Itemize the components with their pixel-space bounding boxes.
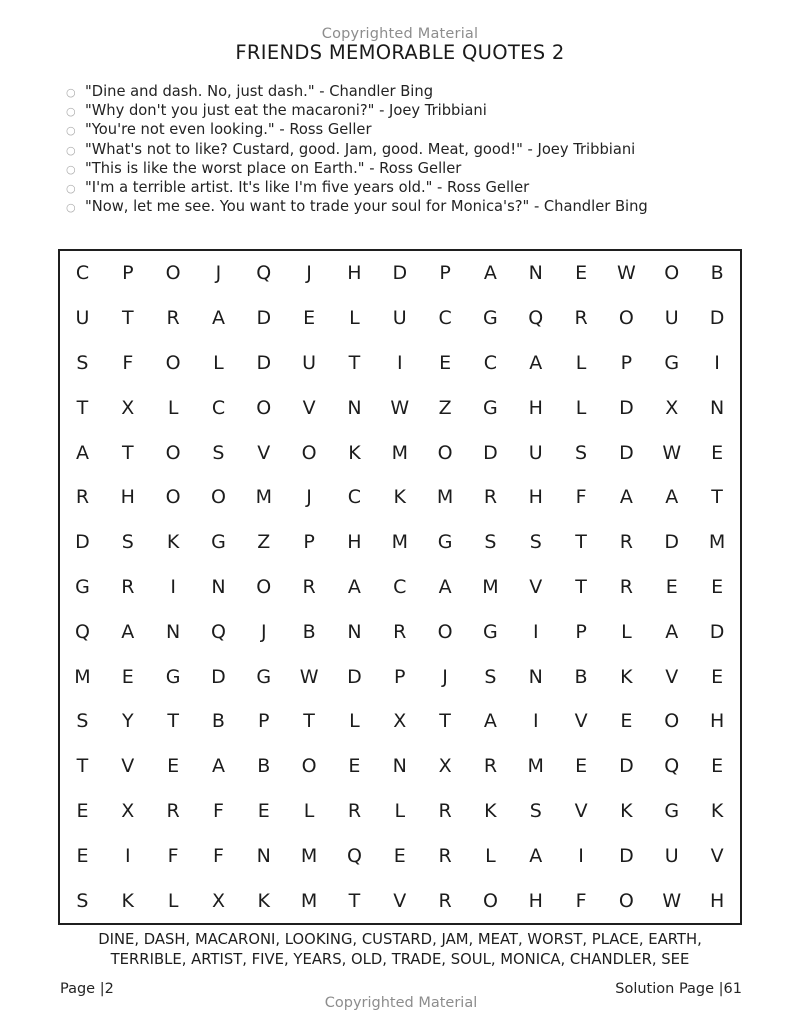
grid-cell[interactable]: V — [710, 844, 724, 867]
top-copyright-watermark: Copyrighted Material — [321, 26, 479, 42]
grid-cell[interactable]: V — [574, 799, 588, 822]
grid-cell[interactable]: M — [255, 486, 273, 509]
grid-cell[interactable]: U — [664, 307, 680, 330]
grid-cell[interactable]: R — [483, 486, 498, 509]
word-bank-line-1: DINE, DASH, MACARONI, LOOKING, CUSTARD, JAM, MEAT, WORST, PLACE, EARTH, — [98, 931, 702, 948]
grid-cell[interactable]: O — [256, 396, 272, 419]
grid-cell[interactable]: U — [392, 307, 408, 330]
grid-cell[interactable]: J — [260, 620, 267, 643]
grid-cell[interactable]: D — [619, 441, 635, 464]
grid-cell[interactable]: G — [256, 665, 272, 688]
grid-cell[interactable]: X — [121, 799, 135, 822]
bottom-copyright-watermark: Copyrighted Material — [324, 995, 478, 1011]
grid-cell[interactable]: L — [621, 620, 633, 643]
grid-cell[interactable]: B — [257, 755, 271, 778]
grid-cell[interactable]: D — [256, 351, 272, 374]
grid-cell[interactable]: M — [391, 531, 409, 554]
grid-cell[interactable]: G — [483, 396, 499, 419]
grid-cell[interactable]: R — [619, 575, 634, 598]
grid-cell[interactable]: L — [485, 844, 497, 867]
word-bank — [50, 930, 750, 969]
grid-cell[interactable]: E — [711, 665, 724, 688]
grid-cell[interactable]: M — [391, 441, 409, 464]
grid-cell[interactable]: M — [527, 755, 545, 778]
grid-cell[interactable]: R — [438, 844, 453, 867]
grid-cell[interactable]: Q — [528, 307, 544, 330]
grid-cell[interactable]: O — [664, 262, 680, 285]
grid-cell[interactable]: A — [619, 486, 634, 509]
grid-cell[interactable]: P — [439, 262, 452, 285]
grid-cell[interactable]: K — [393, 486, 407, 509]
grid-cell[interactable]: E — [257, 799, 271, 822]
grid-cell[interactable]: H — [528, 889, 544, 912]
grid-cell[interactable]: A — [211, 755, 226, 778]
grid-cell[interactable]: F — [212, 799, 225, 822]
grid-row — [60, 609, 740, 654]
grid-cell[interactable]: M — [300, 844, 318, 867]
grid-cell[interactable]: D — [664, 531, 680, 554]
grid-cell[interactable]: B — [211, 710, 226, 733]
grid-row — [60, 744, 740, 789]
grid-cell[interactable]: R — [438, 799, 453, 822]
grid-cell[interactable]: V — [121, 755, 135, 778]
grid-cell[interactable]: G — [483, 307, 499, 330]
grid-cell[interactable]: A — [211, 307, 226, 330]
grid-cell[interactable]: N — [347, 620, 362, 643]
grid-cell[interactable]: T — [575, 575, 588, 598]
grid-cell[interactable]: Z — [257, 531, 271, 554]
grid-cell[interactable]: G — [664, 799, 680, 822]
grid-cell[interactable]: R — [75, 486, 90, 509]
grid-cell[interactable]: S — [575, 441, 588, 464]
grid-cell[interactable]: H — [528, 396, 544, 419]
grid-cell[interactable]: L — [167, 889, 179, 912]
grid-cell[interactable]: V — [302, 396, 316, 419]
circle-outline-bullet-icon: ○ — [66, 86, 76, 99]
grid-row — [60, 251, 740, 296]
grid-cell[interactable]: G — [165, 665, 181, 688]
grid-cell[interactable]: G — [437, 531, 453, 554]
grid-cell[interactable]: D — [709, 307, 725, 330]
grid-cell[interactable]: P — [303, 531, 316, 554]
grid-cell[interactable]: L — [575, 396, 587, 419]
grid-cell[interactable]: W — [662, 441, 682, 464]
grid-cell[interactable]: S — [76, 351, 89, 374]
grid-cell[interactable]: S — [529, 531, 543, 554]
grid-cell[interactable]: V — [393, 889, 407, 912]
grid-row — [60, 385, 740, 430]
grid-cell[interactable]: D — [619, 755, 635, 778]
grid-cell[interactable]: T — [121, 441, 134, 464]
grid-cell[interactable]: S — [76, 710, 89, 733]
clue-item — [66, 142, 766, 160]
grid-cell[interactable]: P — [258, 710, 270, 733]
grid-cell[interactable]: R — [166, 799, 181, 822]
grid-cell[interactable]: U — [664, 844, 680, 867]
grid-cell[interactable]: A — [529, 351, 543, 374]
circle-outline-bullet-icon: ○ — [66, 181, 76, 195]
grid-cell[interactable]: R — [393, 620, 407, 643]
grid-cell[interactable]: H — [347, 262, 362, 285]
grid-cell[interactable]: A — [438, 575, 452, 598]
grid-cell[interactable]: R — [121, 575, 135, 598]
clue-text: "This is like the worst place on Earth." - Ross Geller — [85, 159, 462, 177]
grid-cell[interactable]: C — [438, 307, 453, 330]
grid-cell[interactable]: G — [664, 351, 680, 374]
grid-cell[interactable]: O — [210, 486, 227, 509]
grid-cell[interactable]: D — [709, 620, 725, 643]
grid-cell[interactable]: T — [575, 531, 588, 554]
grid-cell[interactable]: I — [396, 351, 403, 374]
grid-cell[interactable]: D — [483, 441, 499, 464]
clue-item — [66, 103, 766, 121]
grid-cell[interactable]: R — [302, 575, 317, 598]
grid-cell[interactable]: O — [618, 889, 635, 912]
grid-cell[interactable]: C — [75, 262, 90, 285]
grid-cell[interactable]: D — [619, 396, 635, 419]
grid-cell[interactable]: N — [392, 755, 408, 778]
grid-cell[interactable]: G — [211, 531, 227, 554]
grid-cell[interactable]: S — [121, 531, 135, 554]
grid-cell[interactable]: M — [482, 575, 500, 598]
grid-cell[interactable]: O — [301, 441, 317, 464]
grid-cell[interactable]: E — [393, 844, 407, 867]
clue-text: "Why don't you just eat the macaroni?" - Joey Tribbiani — [85, 102, 487, 120]
clue-item — [66, 122, 766, 140]
grid-cell[interactable]: J — [306, 262, 313, 285]
grid-cell[interactable]: L — [349, 307, 361, 330]
grid-cell[interactable]: E — [665, 575, 679, 598]
grid-cell[interactable]: O — [618, 307, 635, 330]
grid-cell[interactable]: X — [121, 396, 135, 419]
grid-cell[interactable]: X — [393, 710, 407, 733]
grid-cell[interactable]: M — [300, 889, 318, 912]
grid-cell[interactable]: Z — [438, 396, 452, 419]
grid-body — [60, 251, 740, 923]
grid-row — [60, 699, 740, 744]
grid-cell[interactable]: V — [529, 575, 543, 598]
grid-cell[interactable]: A — [665, 620, 679, 643]
grid-cell[interactable]: D — [347, 665, 363, 688]
grid-cell[interactable]: H — [709, 710, 725, 733]
grid-cell[interactable]: P — [575, 620, 588, 643]
grid-cell[interactable]: W — [617, 262, 637, 285]
grid-cell[interactable]: I — [532, 710, 539, 733]
grid-cell[interactable]: S — [484, 531, 497, 554]
grid-cell[interactable]: T — [348, 889, 361, 912]
grid-row — [60, 296, 740, 341]
grid-cell[interactable]: F — [122, 351, 134, 374]
grid-cell[interactable]: J — [442, 665, 449, 688]
grid-cell[interactable]: K — [348, 441, 362, 464]
grid-cell[interactable]: Q — [256, 262, 272, 285]
circle-outline-bullet-icon: ○ — [66, 105, 76, 119]
grid-cell[interactable]: O — [437, 620, 453, 643]
grid-cell[interactable]: V — [574, 710, 588, 733]
grid-cell[interactable]: U — [75, 307, 90, 330]
grid-cell[interactable]: R — [619, 531, 634, 554]
grid-cell[interactable]: P — [394, 665, 406, 688]
grid-cell[interactable]: X — [211, 889, 226, 912]
grid-row — [60, 341, 740, 386]
clue-text: "You're not even looking." - Ross Geller — [85, 121, 372, 139]
clue-text: "Now, let me see. You want to trade your soul for Monica's?" - Chandler Bing — [85, 198, 648, 216]
grid-cell[interactable]: K — [620, 665, 634, 688]
grid-cell[interactable]: Q — [74, 620, 91, 643]
grid-cell[interactable]: S — [529, 799, 543, 822]
grid-cell[interactable]: W — [390, 396, 410, 419]
grid-cell[interactable]: O — [165, 262, 181, 285]
grid-cell[interactable]: V — [665, 665, 679, 688]
grid-cell[interactable]: E — [439, 351, 452, 374]
grid-cell[interactable]: F — [575, 889, 587, 912]
grid-row — [60, 430, 740, 475]
grid-cell[interactable]: U — [528, 441, 544, 464]
grid-cell[interactable]: E — [348, 755, 361, 778]
grid-cell[interactable]: G — [483, 620, 499, 643]
grid-cell[interactable]: C — [393, 575, 407, 598]
grid-cell[interactable]: B — [574, 665, 588, 688]
grid-table — [60, 251, 740, 923]
grid-cell[interactable]: K — [121, 889, 135, 912]
grid-cell[interactable]: D — [619, 844, 635, 867]
grid-cell[interactable]: O — [165, 351, 181, 374]
word-search-grid[interactable] — [58, 249, 742, 925]
grid-cell[interactable]: T — [76, 396, 89, 419]
clue-text: "Dine and dash. No, just dash." - Chandler Bing — [85, 83, 434, 100]
grid-cell[interactable]: O — [482, 889, 499, 912]
grid-cell[interactable]: K — [620, 799, 634, 822]
grid-cell[interactable]: D — [392, 262, 408, 285]
grid-cell[interactable]: O — [437, 441, 453, 464]
grid-cell[interactable]: W — [662, 889, 682, 912]
grid-cell[interactable]: M — [436, 486, 454, 509]
grid-cell[interactable]: A — [665, 486, 679, 509]
grid-cell[interactable]: E — [76, 799, 89, 822]
grid-cell[interactable]: M — [74, 665, 92, 688]
grid-cell[interactable]: H — [120, 486, 136, 509]
grid-cell[interactable]: A — [483, 710, 498, 733]
grid-cell[interactable]: G — [75, 575, 91, 598]
grid-cell[interactable]: F — [167, 844, 179, 867]
grid-cell[interactable]: E — [711, 755, 724, 778]
grid-cell[interactable]: V — [257, 441, 271, 464]
grid-cell[interactable]: R — [574, 307, 589, 330]
grid-cell[interactable]: S — [212, 441, 225, 464]
grid-cell[interactable]: M — [708, 531, 726, 554]
grid-cell[interactable]: Q — [210, 620, 227, 643]
grid-cell[interactable]: A — [483, 262, 498, 285]
grid-cell[interactable]: X — [665, 396, 679, 419]
grid-cell[interactable]: D — [75, 531, 91, 554]
grid-cell[interactable]: F — [212, 844, 225, 867]
grid-cell[interactable]: N — [211, 575, 226, 598]
grid-cell[interactable]: N — [347, 396, 362, 419]
grid-cell[interactable]: O — [256, 575, 272, 598]
grid-cell[interactable]: N — [528, 665, 544, 688]
clue-item — [66, 180, 766, 198]
grid-cell[interactable]: T — [303, 710, 316, 733]
grid-cell[interactable]: A — [529, 844, 543, 867]
circle-outline-bullet-icon: ○ — [66, 201, 76, 215]
grid-cell[interactable]: B — [710, 262, 725, 285]
grid-cell[interactable]: L — [167, 396, 179, 419]
grid-cell[interactable]: B — [302, 620, 317, 643]
grid-cell[interactable]: E — [711, 441, 724, 464]
grid-cell[interactable]: D — [256, 307, 272, 330]
grid-cell[interactable]: S — [76, 889, 89, 912]
grid-cell[interactable]: L — [213, 351, 225, 374]
grid-cell[interactable]: L — [394, 799, 406, 822]
grid-cell[interactable]: E — [121, 665, 135, 688]
grid-cell[interactable]: T — [711, 486, 724, 509]
circle-outline-bullet-icon: ○ — [66, 143, 76, 157]
grid-cell[interactable]: F — [575, 486, 587, 509]
grid-cell[interactable]: K — [710, 799, 724, 822]
grid-cell[interactable]: A — [121, 620, 135, 643]
grid-cell[interactable]: H — [709, 889, 725, 912]
grid-cell[interactable]: W — [299, 665, 319, 688]
page-title: FRIENDS MEMORABLE QUOTES 2 — [235, 41, 565, 64]
clue-text: "What's not to like? Custard, good. Jam, good. Meat, good!" - Joey Tribbiani — [85, 140, 636, 158]
grid-row — [60, 565, 740, 610]
grid-cell[interactable]: T — [439, 710, 452, 733]
grid-row — [60, 520, 740, 565]
clue-item — [66, 199, 766, 217]
grid-cell[interactable]: R — [483, 755, 498, 778]
page-footer — [60, 981, 742, 1021]
grid-row — [60, 475, 740, 520]
grid-cell[interactable]: U — [302, 351, 317, 374]
grid-cell[interactable]: I — [578, 844, 585, 867]
grid-cell[interactable]: E — [76, 844, 89, 867]
grid-cell[interactable]: E — [575, 262, 588, 285]
grid-cell[interactable]: K — [257, 889, 271, 912]
grid-cell[interactable]: J — [306, 486, 313, 509]
word-bank-line-2: TERRIBLE, ARTIST, FIVE, YEARS, OLD, TRADE, SOUL, MONICA, CHANDLER, SEE — [110, 950, 690, 968]
grid-cell[interactable]: C — [211, 396, 226, 419]
clue-text: "I'm a terrible artist. It's like I'm five years old." - Ross Geller — [85, 178, 530, 196]
grid-row — [60, 833, 740, 878]
grid-cell[interactable]: N — [528, 262, 544, 285]
grid-cell[interactable]: R — [438, 889, 453, 912]
grid-cell[interactable]: O — [165, 441, 181, 464]
grid-cell[interactable]: T — [121, 307, 134, 330]
grid-cell[interactable]: D — [211, 665, 227, 688]
grid-cell[interactable]: Q — [664, 755, 680, 778]
grid-cell[interactable]: T — [348, 351, 361, 374]
grid-cell[interactable]: Q — [346, 844, 363, 867]
grid-cell[interactable]: T — [167, 710, 180, 733]
grid-row — [60, 654, 740, 699]
circle-outline-bullet-icon: ○ — [66, 124, 76, 138]
circle-outline-bullet-icon: ○ — [66, 162, 76, 176]
grid-cell[interactable]: T — [76, 755, 89, 778]
grid-cell[interactable]: I — [124, 844, 131, 867]
grid-row — [60, 878, 740, 923]
footer-solution-page: Solution Page |61 — [615, 981, 742, 997]
clue-list — [66, 84, 766, 218]
footer-page-number: Page |2 — [60, 981, 114, 997]
grid-cell[interactable]: N — [709, 396, 725, 419]
grid-cell[interactable]: I — [532, 620, 539, 643]
grid-cell[interactable]: K — [484, 799, 498, 822]
grid-cell[interactable]: Y — [121, 710, 134, 733]
clue-item — [66, 84, 766, 102]
grid-cell[interactable]: A — [347, 575, 362, 598]
grid-cell[interactable]: X — [438, 755, 452, 778]
grid-cell[interactable]: E — [711, 575, 724, 598]
grid-cell[interactable]: R — [166, 307, 181, 330]
grid-cell[interactable]: N — [166, 620, 181, 643]
grid-cell[interactable]: O — [165, 486, 181, 509]
grid-cell[interactable]: N — [256, 844, 272, 867]
clue-item — [66, 161, 766, 179]
grid-cell[interactable]: R — [347, 799, 362, 822]
grid-cell[interactable]: J — [215, 262, 222, 285]
grid-cell[interactable]: I — [170, 575, 177, 598]
grid-cell[interactable]: O — [664, 710, 680, 733]
grid-cell[interactable]: O — [301, 755, 317, 778]
grid-cell[interactable]: E — [620, 710, 633, 733]
grid-cell[interactable]: A — [75, 441, 90, 464]
grid-cell[interactable]: P — [122, 262, 134, 285]
grid-cell[interactable]: E — [303, 307, 316, 330]
grid-cell[interactable]: L — [303, 799, 315, 822]
grid-cell[interactable]: L — [349, 710, 361, 733]
grid-cell[interactable]: I — [714, 351, 721, 374]
grid-cell[interactable]: S — [484, 665, 497, 688]
grid-cell[interactable]: H — [528, 486, 544, 509]
grid-cell[interactable]: H — [347, 531, 362, 554]
grid-row — [60, 789, 740, 834]
grid-cell[interactable]: C — [347, 486, 362, 509]
grid-cell[interactable]: E — [167, 755, 180, 778]
grid-cell[interactable]: C — [483, 351, 498, 374]
grid-cell[interactable]: L — [575, 351, 587, 374]
grid-cell[interactable]: K — [166, 531, 180, 554]
grid-cell[interactable]: E — [575, 755, 588, 778]
grid-cell[interactable]: P — [620, 351, 633, 374]
